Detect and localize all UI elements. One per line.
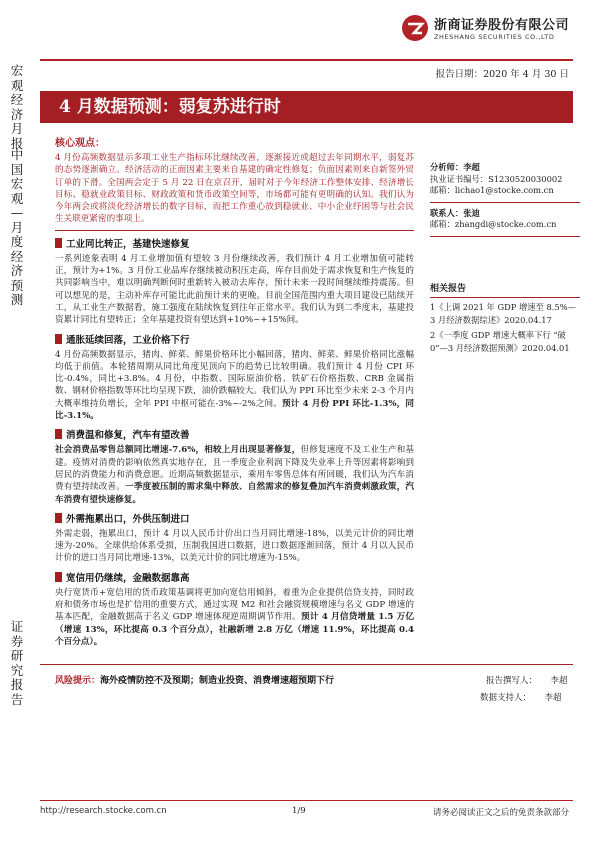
section-title: 外需拖累出口，外供压制进口 bbox=[66, 513, 190, 525]
report-date: 报告日期：2020 年 4 月 30 日 bbox=[435, 69, 569, 80]
data-supporter: 数据支持人： 李超 bbox=[480, 693, 562, 703]
section-divider bbox=[55, 230, 414, 231]
company-name-en: ZHESHANG SECURITIES CO.,LTD bbox=[434, 33, 555, 41]
disclaimer-note: 请务必阅读正文之后的免责条款部分 bbox=[432, 808, 569, 818]
report-writer: 报告撰写人： 李超 bbox=[486, 676, 568, 686]
footer-divider bbox=[40, 800, 573, 801]
paragraph-text: 央行宽货币+宽信用的货币政策基调将更加向宽信用倾斜，着重为企业提供信贷支持，同时政府和债务市场也是扩信用的重要方式，通过实现 M2 和社会融资规模增速与名义 GDP 增速的基本匹配，金融数据高于名义 GDP 增速体现逆周期调节作用。 bbox=[55, 587, 414, 623]
license-number: S1230520030002 bbox=[488, 173, 563, 184]
page-number: 1/9 bbox=[292, 806, 306, 816]
contact-email-link[interactable]: zhangdi@stocke.com.cn bbox=[454, 219, 557, 229]
related-reports-heading: 相关报告 bbox=[430, 283, 467, 294]
contact-row: 联系人：张迪 bbox=[430, 207, 480, 218]
website-link[interactable]: http://research.stocke.com.cn bbox=[40, 806, 167, 816]
main-content bbox=[55, 130, 414, 648]
section-title: 宽信用仍继续，金融数据靠高 bbox=[66, 572, 190, 584]
related-report-link[interactable]: 1《上调 2021 年 GDP 增速至 8.5%—3 月经济数据综述》2020.04.17 bbox=[430, 301, 576, 325]
section-heading bbox=[55, 332, 414, 346]
report-title: 4 月数据预测：弱复苏进行时 bbox=[40, 91, 573, 123]
analyst-panel bbox=[430, 162, 580, 355]
section-marker-icon bbox=[55, 334, 62, 344]
section-heading bbox=[55, 236, 414, 250]
analyst-row: 分析师：李超 bbox=[430, 162, 480, 172]
zheshang-logo-icon bbox=[401, 14, 429, 42]
contact-email-row: 邮箱：zhangdi@stocke.com.cn bbox=[430, 219, 557, 229]
header-divider bbox=[40, 59, 573, 61]
section-heading bbox=[55, 511, 414, 525]
email-row: 邮箱：lichao1@stocke.com.cn bbox=[430, 185, 554, 195]
analyst-email-link[interactable]: lichao1@stocke.com.cn bbox=[454, 185, 554, 195]
panel-divider bbox=[430, 297, 580, 298]
section-paragraph bbox=[55, 587, 414, 648]
paragraph-bold: 一季度被压制的需求集中释放、自然需求的修复叠加汽车消费刺激政策，汽车消费有望快速修复。 bbox=[55, 482, 414, 505]
risk-warning: 风险提示：海外疫情防控不及预期；制造业投资、消费增速超预期下行 bbox=[55, 676, 335, 686]
paragraph-bold: 预计 4 月信贷增量 1.5 万亿（增速 13%，环比提高 0.3 个百分点），社融新增 2.8 万亿（增速 11.9%，环比提高 0.4 个百分点）。 bbox=[55, 612, 414, 647]
section-paragraph bbox=[55, 349, 414, 423]
report-category-vertical: 证券研究报告 bbox=[10, 619, 24, 707]
section-title: 消费温和修复，汽车有望改善 bbox=[66, 430, 190, 442]
core-summary: 4 月份高频数据显示多项工业生产指标环比继续改善，逐渐接近或超过去年同期水平，弱复苏的态势逐渐确立。经济活动的正面因素主要来自基建的确定性修复；负面因素则来自新签外贸订单的下滑。全国两会定于 5 月 22 日在京召开，届时对于今年经济工作整体安排、经济增长目标、稳就业政策目标、财政政策和货币政策空间等，市场都可能有更明确的认知。我们认为今年两会或将淡化经济增长的数字目标，而把工作重心放到稳就业、中小企业纾困等与社会民生关联更紧密的事项上。 bbox=[55, 153, 414, 225]
section-heading bbox=[55, 427, 414, 441]
section-paragraph: 一系列迹象表明 4 月工业增加值有望较 3 月份继续改善，我们预计 4 月工业增加值可能转正，预计为+1%。3 月份工业品库存继续被动积压走高，库存目前处于需求恢复和生产恢复的共同影响当中，难以明确判断何时重新转入被动去库存，预计未来一段时间继续维持震荡。但可以想见的是，主动补库存可能比此前预计来的更晚。目前全国范围内重大项目建设已陆续开工，从工业生产数据看，施工强度在陆续恢复到往年正常水平。我们认为到二季度末，基建投资累计同比有望转正；全年基建投资有望达到+10%~+15%间。 bbox=[55, 253, 414, 326]
panel-divider bbox=[430, 236, 580, 237]
section-paragraph: 外需走弱，拖累出口，预计 4 月以人民币计价出口当月同比增速-18%，以美元计价的同比增速为-20%。全球供给体系受损，压制我国进口数据，进口数据逐渐回落，预计 4 月以人民币计价的进口当月同比增速-13%，以美元计价的同比增速为-15%。 bbox=[55, 528, 414, 564]
paragraph-text: 但修复速度不及工业生产和基建。疫情对消费的影响依然真实地存在，且一季度企业利润下降及失业率上升等因素将影响到居民的消费能力和消费意愿。近期高频数据显示，乘用车零售总体有所回暖，我们认为汽车消费有望持续改善。 bbox=[55, 445, 414, 493]
section-marker-icon bbox=[55, 513, 62, 523]
section-title: 工业同比转正，基建快速修复 bbox=[66, 238, 190, 250]
section-marker-icon bbox=[55, 238, 62, 248]
license-row: 执业证书编号：S1230520030002 bbox=[430, 173, 563, 184]
risk-divider bbox=[40, 664, 573, 665]
related-report-link[interactable]: 2《一季度 GDP 增速大概率下行 “破 0”—3 月经济数据预测》2020.04.01 bbox=[430, 329, 570, 353]
core-heading: 核心观点： bbox=[55, 138, 105, 149]
report-type-vertical: 宏观经济月报 bbox=[10, 63, 24, 151]
paragraph-bold: 社会消费品零售总额同比增速-7.6%，相较上月出现显著修复， bbox=[55, 445, 301, 456]
section-paragraph bbox=[55, 444, 414, 505]
section-marker-icon bbox=[55, 572, 62, 582]
paragraph-text: 4 月份高频数据显示，猪肉、鲜菜、鲜果价格环比小幅回落，猪肉、鲜菜、鲜果价格同比涨幅均低于前值。本轮猪周期从同比角度见顶向下的趋势已比较明确。我们预计 4 月份 CPI 环比-0.4%，同比+3.8%。4 月份，中指数、国际原油价格、铁矿石价格指数、CRB 金属指数、钢材价格指数等环比均呈现下跌，油价跌幅较大。我们认为 PPI 环比至少未来 2-3 个月内大概率维持负增长，全年 PPI 中枢可能在-3%~-2%之间。 bbox=[55, 349, 414, 409]
company-name: 浙商证券股份有限公司 bbox=[434, 18, 570, 33]
contact-name: 张迪 bbox=[463, 207, 480, 218]
section-heading bbox=[55, 570, 414, 584]
section-marker-icon bbox=[55, 429, 62, 439]
section-title: 通胀延续回落，工业价格下行 bbox=[66, 334, 190, 346]
report-subtype-vertical: 中国宏观—月度经济预测 bbox=[10, 147, 24, 307]
paragraph-bold: 预计 4 月份 PPI 环比-1.3%，同比-3.1%。 bbox=[55, 398, 414, 422]
analyst-name: 李超 bbox=[463, 162, 480, 172]
panel-divider bbox=[430, 202, 580, 203]
